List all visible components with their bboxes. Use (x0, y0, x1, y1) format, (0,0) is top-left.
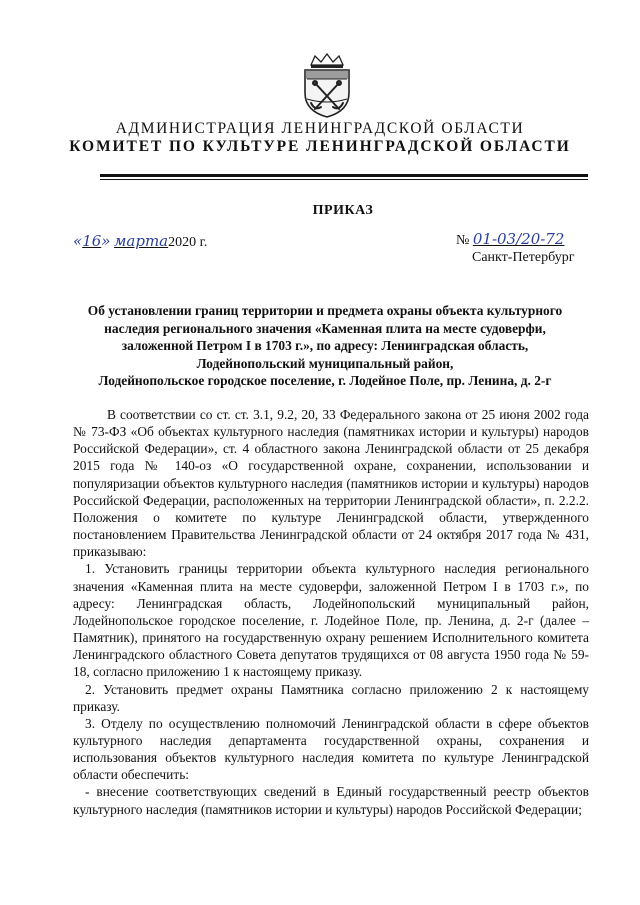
header-divider-thick (100, 174, 588, 177)
paragraph-item-3: 3. Отделу по осуществлению полномочий Ленинградской области в сфере объектов культурного наследия департамента государственной охраны, сохранения и использования объектов культурного наследия комитета по культуре Ленинградской области обеспечить: (73, 715, 589, 783)
paragraph-item-1: 1. Установить границы территории объекта культурного наследия регионального значения «Каменная плита на месте судоверфи, заложенной Петром I в 1703 г.», по адресу: Ленинградская область, Лодейнопольский муниципальный район, Лодейнопольское городское поселение, г. Лодейное Поле, пр. Ленина, д. 2-г (далее – Памятник), принятого на государственную охрану решением Исполнительного комитета Ленинградского областного Совета депутатов трудящихся от 08 августа 1950 года № 59-18, согласно приложению 1 к настоящему приказу. (73, 561, 589, 680)
heading-line: Об установлении границ территории и предмета охраны объекта культурного (87, 303, 563, 318)
document-heading (62, 302, 588, 390)
heading-line: Лодейнопольский муниципальный район, (196, 355, 454, 371)
coat-of-arms-emblem (299, 53, 355, 119)
document-date (73, 232, 207, 251)
number-prefix: № (456, 233, 470, 248)
date-year: 2020 г. (168, 235, 208, 250)
date-quote-open: « (73, 232, 83, 250)
document-city: Санкт-Петербург (472, 250, 575, 265)
heading-line: заложенной Петром I в 1703 г.», по адресу: Ленинградская область, (121, 338, 529, 354)
org-name-administration: АДМИНИСТРАЦИЯ ЛЕНИНГРАДСКОЙ ОБЛАСТИ (115, 120, 525, 137)
document-body (73, 406, 589, 818)
number-value: 01-03/20-72 (472, 230, 565, 248)
date-day: 16 (82, 232, 102, 250)
date-month: марта (113, 232, 169, 250)
heading-line: наследия регионального значения «Каменная плита на месте судоверфи, (104, 320, 546, 336)
org-name-committee: КОМИТЕТ ПО КУЛЬТУРЕ ЛЕНИНГРАДСКОЙ ОБЛАСТИ (69, 138, 571, 155)
paragraph-subitem-1: - внесение соответствующих сведений в Единый государственный реестр объектов культурного наследия (памятников истории и культуры) народов Российской Федерации; (73, 784, 589, 817)
date-quote-close: » (101, 232, 111, 250)
paragraph-preamble: В соответствии со ст. ст. 3.1, 9.2, 20, 33 Федерального закона от 25 июня 2002 года № 73-ФЗ «Об объектах культурного наследия (памятниках истории и культуры) народов Российской Федерации», ст. 4 областного закона Ленинградской области от 25 декабря 2015 года № 140-оз «О государственной охране, сохранении, использовании и популяризации объектов культурного наследия (памятников истории и культуры) народов Российской Федерации, расположенных на территории Ленинградской области», п. 2.2.2. Положения о комитете по культуре Ленинградской области, утвержденного постановлением Правительства Ленинградской области от 24 октября 2017 года № 431, приказываю: (73, 407, 589, 560)
heading-line: Лодейнопольское городское поселение, г. Лодейное Поле, пр. Ленина, д. 2-г (98, 373, 552, 389)
document-number (456, 230, 564, 249)
header-divider-thin (100, 179, 588, 180)
paragraph-item-2: 2. Установить предмет охраны Памятника согласно приложению 2 к настоящему приказу. (73, 681, 589, 714)
document-type-title: ПРИКАЗ (312, 203, 374, 218)
